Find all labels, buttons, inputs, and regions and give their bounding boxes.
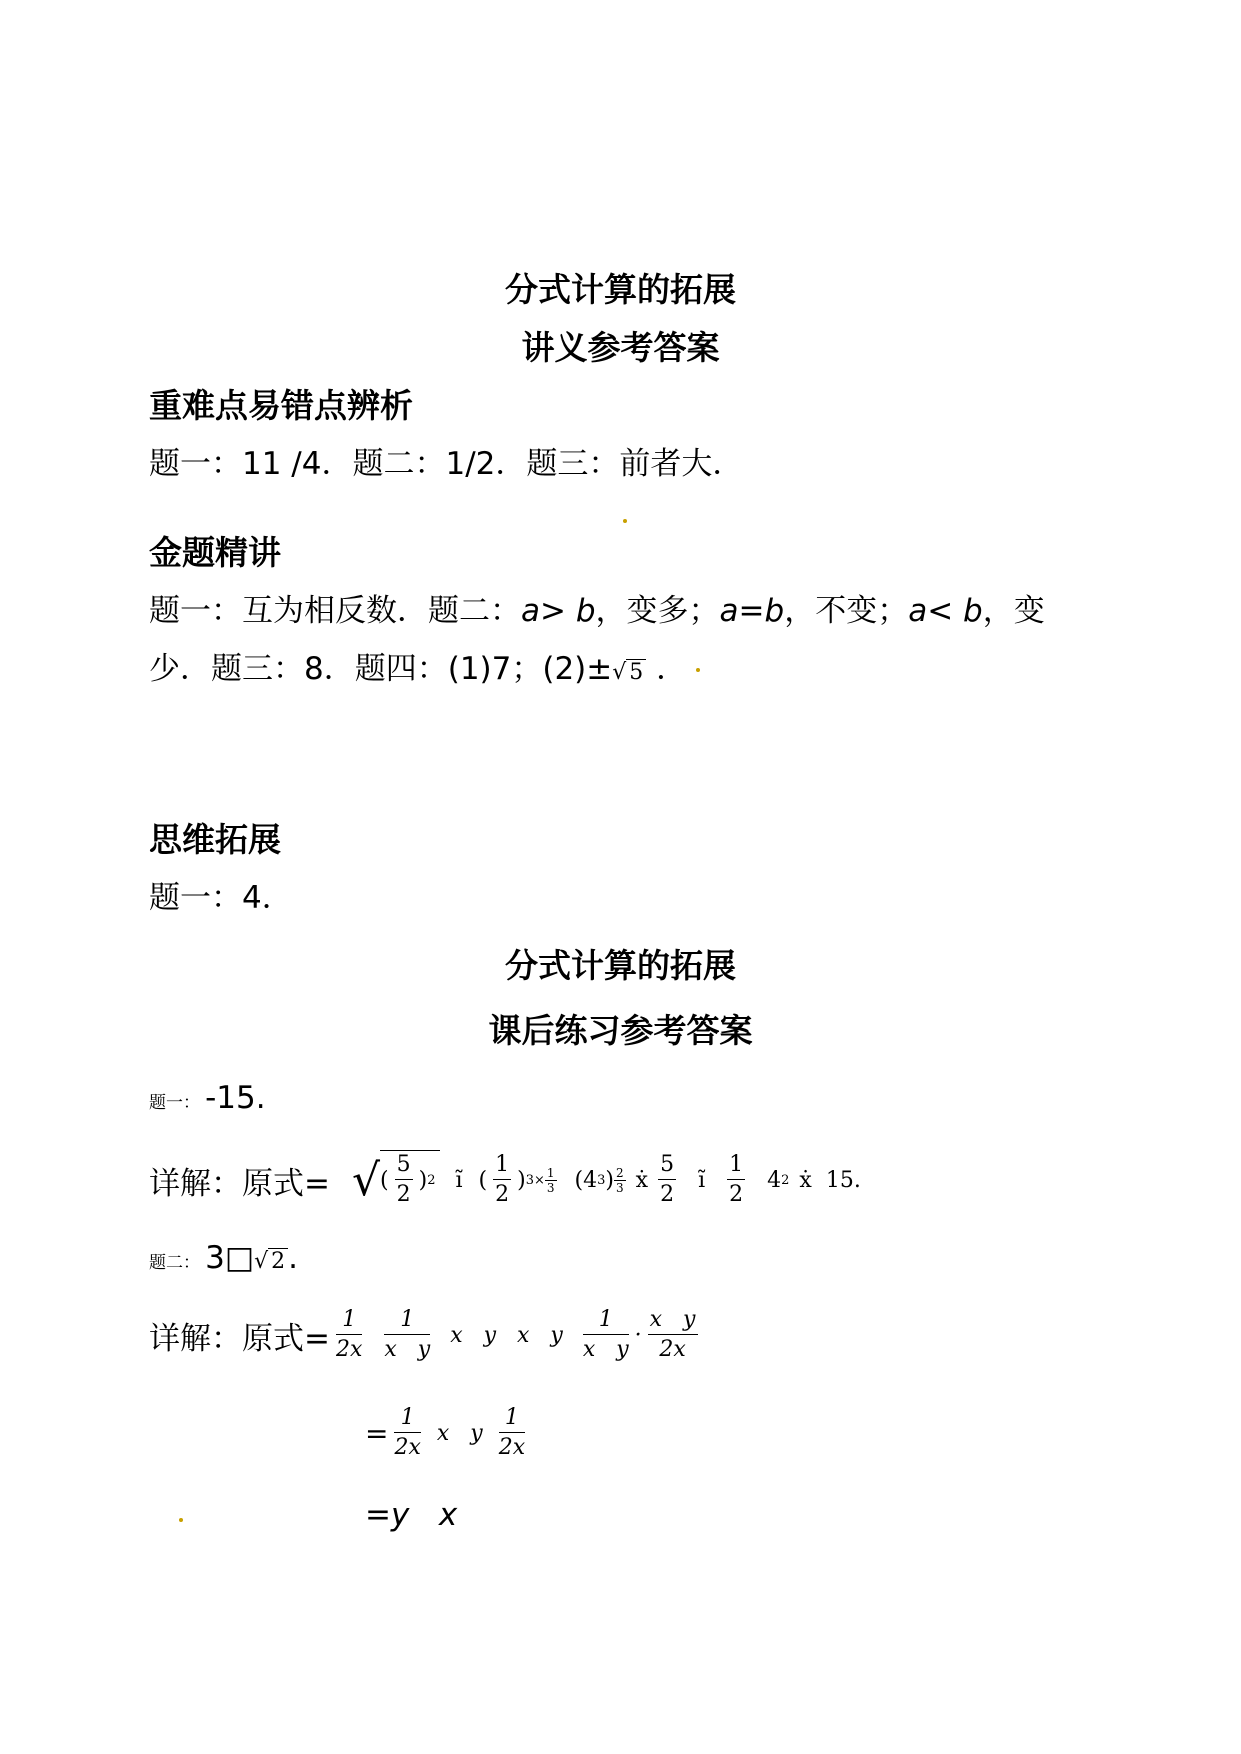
- fraction: $\frac{1}{2}$: [729, 1151, 744, 1207]
- answer-line: [149, 585, 1045, 630]
- fraction: $\frac{5}{2}$: [396, 1152, 411, 1207]
- base: (4: [574, 1167, 598, 1193]
- text: ，不变；: [784, 593, 909, 629]
- answer-line: [149, 643, 687, 688]
- text: ，变: [982, 593, 1045, 629]
- label: 题三：: [526, 446, 620, 482]
- question-2-detail: [149, 1300, 704, 1370]
- sqrt-radicand: 5: [626, 659, 646, 685]
- label: 题一：: [149, 1093, 200, 1113]
- fraction: $\frac{\text{x y}}{2x}$: [649, 1306, 696, 1362]
- answer: 3□: [205, 1240, 255, 1276]
- fraction: $\frac{5}{2}$: [660, 1151, 675, 1207]
- term: 4: [767, 1167, 782, 1193]
- answer-line: [149, 438, 743, 483]
- term: x y: [436, 1420, 483, 1446]
- operator: ·: [634, 1322, 642, 1348]
- question-2-step: [365, 1398, 531, 1468]
- result: 15.: [825, 1167, 861, 1193]
- label: 题二：: [149, 1253, 200, 1273]
- stray-mark: [179, 1518, 183, 1522]
- fraction: $\frac{1}{2x}$: [335, 1306, 363, 1362]
- fraction: $\frac{1}{2}$: [495, 1151, 510, 1207]
- stray-mark: [696, 668, 700, 672]
- text: ，变多；: [595, 593, 720, 629]
- sqrt-expression: √ 2: [254, 1249, 288, 1274]
- section-heading: 金题精讲: [149, 533, 281, 572]
- fraction: $\frac{1}{2x}$: [498, 1404, 526, 1460]
- sqrt-expression: √ 5: [612, 660, 646, 685]
- page-subtitle: 课后练习参考答案: [488, 1011, 753, 1050]
- equals: =: [365, 1416, 389, 1450]
- var: b: [575, 593, 596, 629]
- value: 11 /4．: [242, 446, 353, 482]
- question-1-answer: [149, 1080, 266, 1116]
- question-1-detail: [149, 1145, 861, 1215]
- section-heading: 重难点易错点辨析: [149, 386, 413, 425]
- operator: ĩ: [698, 1167, 706, 1193]
- fraction: $\frac{1}{2x}$: [394, 1404, 421, 1460]
- answer: -15.: [205, 1080, 266, 1116]
- page-title: 分式计算的拓展: [505, 946, 736, 985]
- page-title: 分式计算的拓展: [505, 270, 736, 309]
- exponent: 3× $\frac{1}{3}$: [525, 1165, 555, 1195]
- text: ．: [656, 651, 688, 687]
- var: a: [521, 593, 540, 629]
- detail-label: 详解：原式=: [149, 1320, 330, 1357]
- sqrt-body: ( $\frac{5}{2}$ ) 2: [380, 1150, 439, 1210]
- expression: √ ( $\frac{5}{2}$ ) 2 ĩ ( $\frac{1}{2}$ ) 3× $\frac{1}{3}$ (4 3 ) $\frac{2}{3}$ ẋ $\frac{5}{2}$ ĩ $\frac{1}{2}$ 4 2 ẋ 15.: [352, 1150, 861, 1210]
- op: <: [927, 593, 964, 629]
- exponent: $\frac{2}{3}$: [616, 1165, 624, 1195]
- var: b: [963, 593, 983, 629]
- expression: [388, 1404, 531, 1463]
- answer-line: 题一：4．: [149, 880, 293, 916]
- var: a: [908, 593, 928, 629]
- sqrt-sign: √: [351, 1154, 381, 1206]
- stray-mark: [623, 519, 627, 523]
- label: 题一：: [149, 446, 242, 482]
- question-2-result: =y x: [365, 1497, 458, 1533]
- expression: [330, 1306, 704, 1365]
- operator: ẋ: [635, 1167, 649, 1193]
- page-subtitle: 讲义参考答案: [521, 328, 720, 367]
- value: 1/2．: [445, 446, 527, 482]
- op: =: [738, 593, 765, 629]
- var: b: [764, 593, 785, 629]
- fraction: $\frac{1}{\text{x y}}$: [582, 1306, 629, 1362]
- term: x y x y: [450, 1322, 563, 1348]
- var: a: [719, 593, 739, 629]
- text: 题一：互为相反数．题二：: [149, 593, 521, 629]
- label: 题二：: [352, 446, 446, 482]
- section-heading: 思维拓展: [149, 820, 281, 859]
- detail-label: 详解：原式=: [149, 1165, 330, 1202]
- operator: ẋ: [799, 1167, 812, 1193]
- text: 少．题三：8．题四：(1)7；(2)±: [149, 651, 613, 687]
- question-2-answer: 题二： 3□√ 2.: [149, 1240, 299, 1276]
- fraction: $\frac{1}{\text{x y}}$: [384, 1306, 431, 1362]
- op: >: [540, 593, 576, 629]
- value: 前者大．: [619, 446, 744, 482]
- operator: ĩ: [455, 1167, 463, 1193]
